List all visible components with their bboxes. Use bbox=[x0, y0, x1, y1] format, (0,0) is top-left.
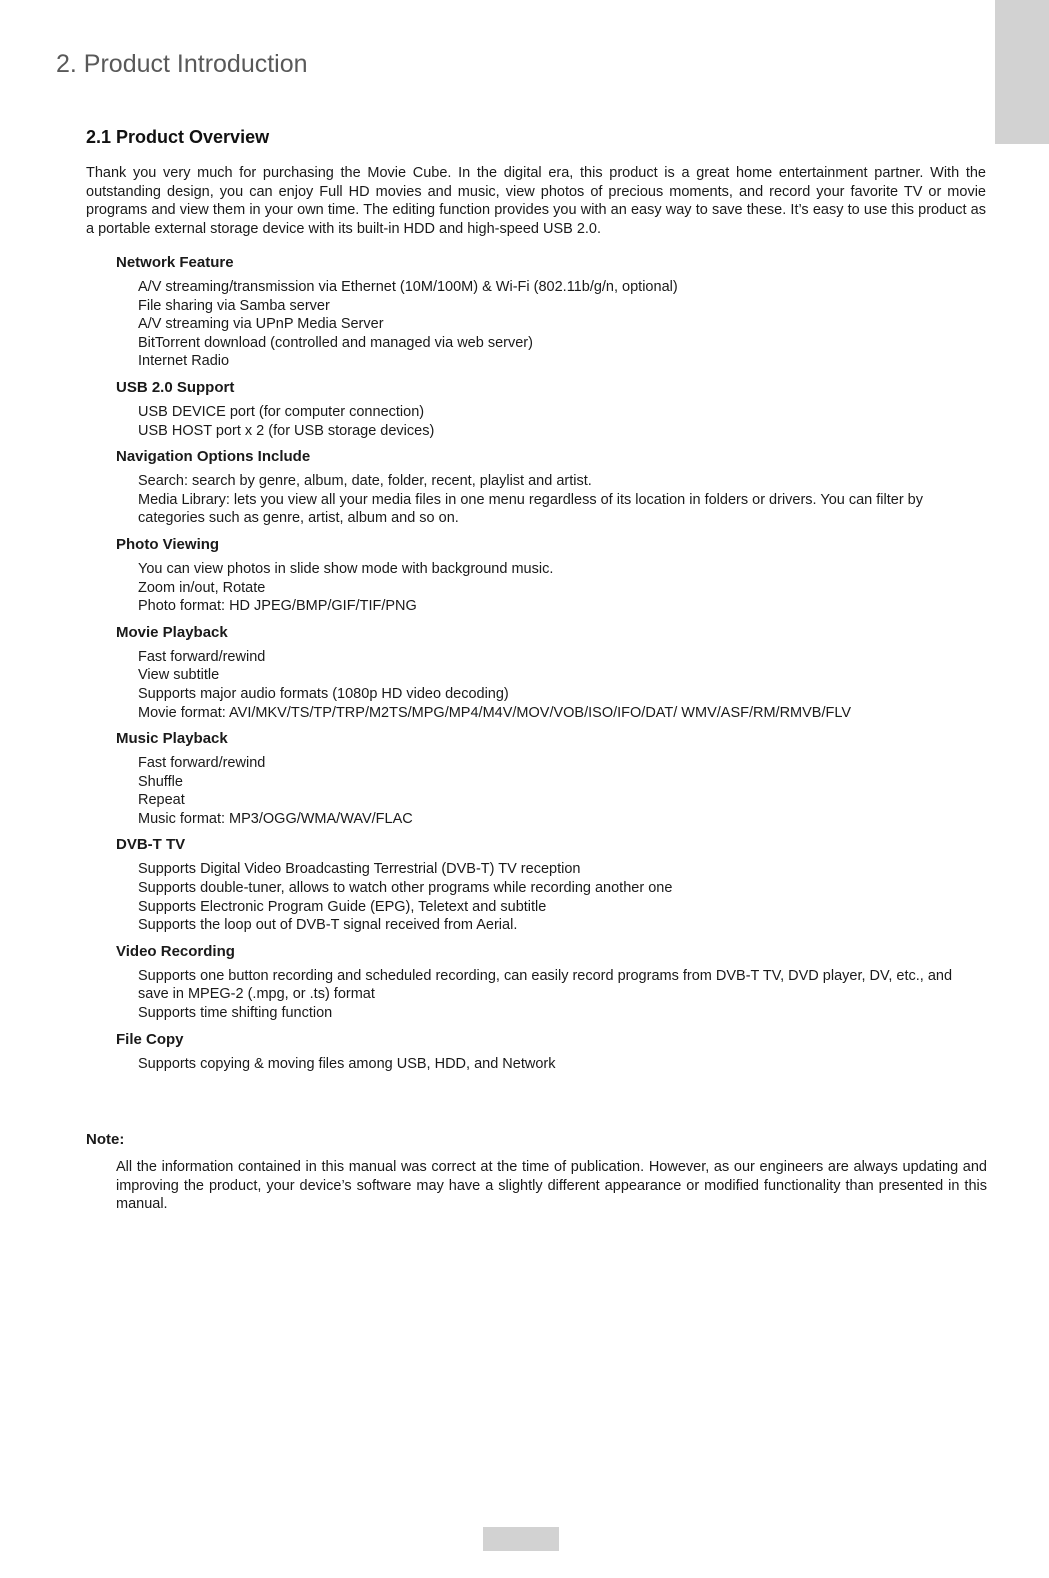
feature-items bbox=[116, 278, 986, 371]
section-title: 2.1 Product Overview bbox=[86, 127, 270, 147]
feature-item: A/V streaming via UPnP Media Server bbox=[138, 316, 384, 333]
feature-item: Supports Digital Video Broadcasting Terrestrial (DVB-T) TV reception bbox=[138, 861, 581, 878]
feature-block bbox=[116, 942, 986, 1023]
feature-item: File sharing via Samba server bbox=[138, 297, 330, 314]
feature-item: Shuffle bbox=[138, 773, 183, 790]
feature-items bbox=[116, 967, 986, 1023]
feature-item: Supports double-tuner, allows to watch other programs while recording another one bbox=[138, 880, 673, 897]
feature-item: Supports copying & moving files among USB, HDD, and Network bbox=[138, 1055, 556, 1072]
feature-item: Music format: MP3/OGG/WMA/WAV/FLAC bbox=[138, 810, 413, 827]
feature-items bbox=[116, 560, 986, 616]
note-text: All the information contained in this manual was correct at the time of publication. However, as our engineers are always updating and improving the product, your device’s software may have a slightly different appearance or modified functionality than presented in this manual. bbox=[116, 1159, 987, 1213]
feature-heading: Video Recording bbox=[116, 942, 235, 960]
feature-item: Supports one button recording and scheduled recording, can easily record programs from DVB-T TV, DVD player, DV, etc., and save in MPEG-2 (.mpg, or .ts) format bbox=[138, 967, 953, 1003]
feature-heading: Music Playback bbox=[116, 730, 228, 748]
intro-paragraph: Thank you very much for purchasing the Movie Cube. In the digital era, this product is a great home entertainment partner. With the outstanding design, you can enjoy Full HD movies and music, view photos of precious moments, and record your favorite TV or movie programs and view them in your own time. The editing function provides you with an easy way to save these. It’s easy to use this product as a portable external storage device with its built-in HDD and high-speed USB 2.0. bbox=[86, 165, 986, 237]
feature-item: Supports the loop out of DVB-T signal received from Aerial. bbox=[138, 917, 518, 934]
feature-item: Repeat bbox=[138, 792, 185, 809]
chapter-title: 2. Product Introduction bbox=[56, 50, 308, 78]
feature-heading: Photo Viewing bbox=[116, 535, 220, 553]
feature-items bbox=[116, 860, 986, 934]
feature-block bbox=[116, 253, 986, 371]
feature-block bbox=[116, 447, 986, 528]
feature-item: Supports Electronic Program Guide (EPG), Teletext and subtitle bbox=[138, 898, 547, 915]
feature-block bbox=[116, 535, 986, 616]
feature-item: USB DEVICE port (for computer connection) bbox=[138, 403, 425, 420]
feature-item: Internet Radio bbox=[138, 353, 230, 370]
feature-item: Fast forward/rewind bbox=[138, 755, 266, 772]
feature-heading: File Copy bbox=[116, 1030, 184, 1048]
feature-item: Fast forward/rewind bbox=[138, 648, 266, 665]
feature-block bbox=[116, 1030, 986, 1074]
feature-items bbox=[116, 1055, 986, 1074]
feature-item: Supports major audio formats (1080p HD video decoding) bbox=[138, 685, 509, 702]
side-tab-marker bbox=[995, 0, 1049, 144]
feature-item: A/V streaming/transmission via Ethernet (10M/100M) & Wi-Fi (802.11b/g/n, optional) bbox=[138, 279, 678, 295]
feature-block bbox=[116, 729, 986, 828]
feature-item: Supports time shifting function bbox=[138, 1005, 333, 1022]
feature-block bbox=[116, 623, 986, 722]
feature-item: Media Library: lets you view all your media files in one menu regardless of its location in folders or drivers. You can filter by categories such as genre, artist, album and so on. bbox=[138, 491, 923, 527]
page-number-box bbox=[483, 1527, 559, 1551]
feature-items bbox=[116, 754, 986, 828]
feature-list bbox=[116, 253, 986, 1080]
feature-block bbox=[116, 378, 986, 440]
feature-item: View subtitle bbox=[138, 667, 220, 684]
feature-item: USB HOST port x 2 (for USB storage devices) bbox=[138, 422, 435, 439]
feature-item: Search: search by genre, album, date, folder, recent, playlist and artist. bbox=[138, 473, 592, 490]
feature-items bbox=[116, 403, 986, 440]
feature-item: Movie format: AVI/MKV/TS/TP/TRP/M2TS/MPG/MP4/M4V/MOV/VOB/ISO/IFO/DAT/ WMV/ASF/RM/RMVB/FLV bbox=[138, 704, 852, 721]
feature-heading: USB 2.0 Support bbox=[116, 378, 235, 396]
feature-items bbox=[116, 472, 986, 528]
feature-items bbox=[116, 648, 986, 722]
feature-item: Zoom in/out, Rotate bbox=[138, 579, 266, 596]
feature-heading: Navigation Options Include bbox=[116, 448, 311, 466]
note-label: Note: bbox=[86, 1131, 125, 1148]
feature-heading: DVB-T TV bbox=[116, 836, 186, 854]
feature-heading: Network Feature bbox=[116, 254, 234, 271]
feature-heading: Movie Playback bbox=[116, 623, 228, 641]
feature-item: You can view photos in slide show mode with background music. bbox=[138, 560, 554, 577]
feature-block bbox=[116, 835, 986, 934]
feature-item: BitTorrent download (controlled and managed via web server) bbox=[138, 334, 533, 351]
feature-item: Photo format: HD JPEG/BMP/GIF/TIF/PNG bbox=[138, 598, 417, 615]
